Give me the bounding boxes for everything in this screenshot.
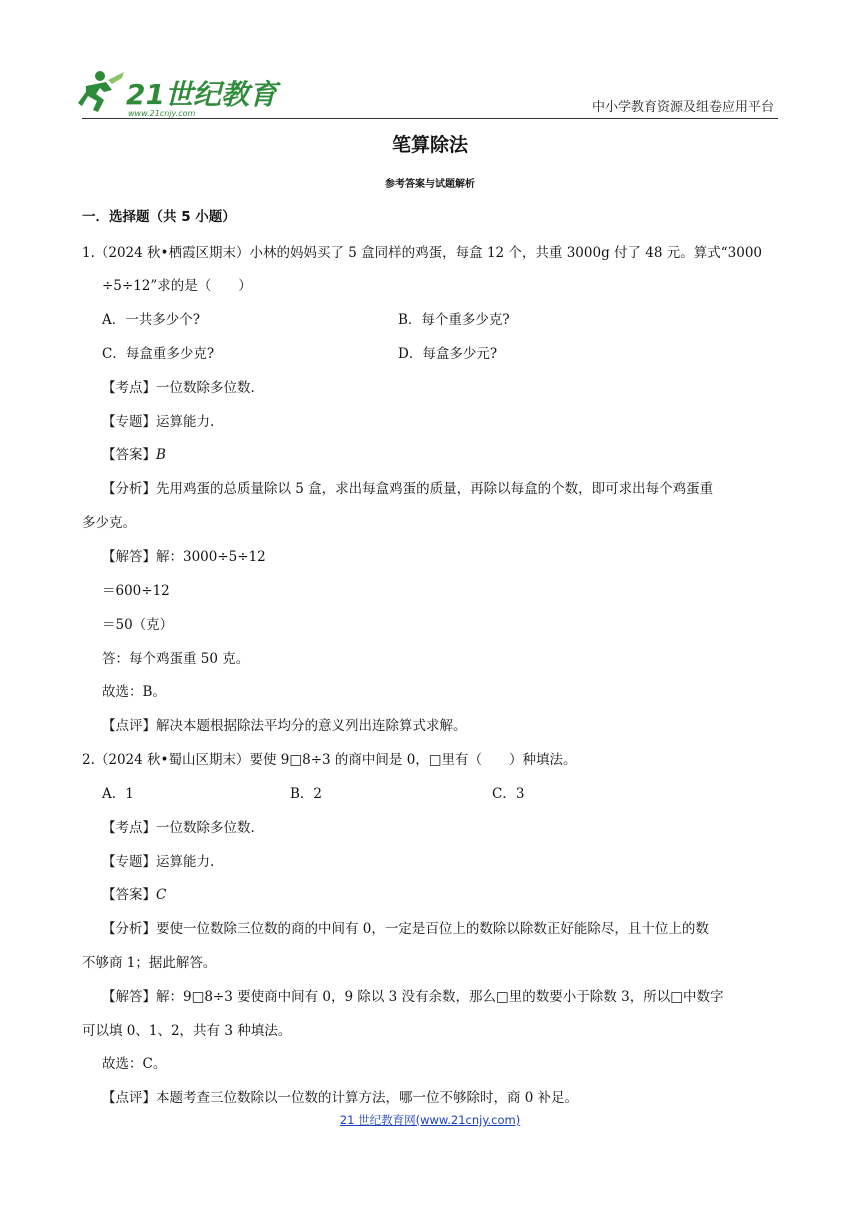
logo-text: 21世纪教育 bbox=[126, 78, 277, 111]
q1-answer bbox=[102, 443, 166, 463]
q2-stem: 2.（2024 秋•蜀山区期末）要使 9□8÷3 的商中间是 0，□里有（ ）种填法。 bbox=[82, 752, 577, 768]
q2-option-c: C．3 bbox=[492, 786, 525, 802]
page-title: 笔算除法 bbox=[391, 134, 468, 156]
q1-jieda-line2: ＝600÷12 bbox=[102, 583, 170, 599]
runner-icon bbox=[78, 71, 124, 112]
q2-jieda-line2: 可以填 0、1、2，共有 3 种填法。 bbox=[82, 1023, 292, 1039]
q1-answer-label: 【答案】 bbox=[102, 447, 156, 463]
q1-stem-line1: 1.（2024 秋•栖霞区期末）小林的妈妈买了 5 盒同样的鸡蛋，每盒 12 个，共重 3000g 付了 48 元。算式“3000 bbox=[82, 245, 763, 261]
q1-option-a: A．一共多少个? bbox=[102, 312, 200, 328]
q2-kaodian: 【考点】一位数除多位数. bbox=[102, 820, 255, 836]
q2-answer-value: C bbox=[156, 887, 167, 903]
q2-guxuan: 故选：C。 bbox=[102, 1056, 167, 1072]
header-divider bbox=[82, 118, 778, 119]
q2-zhuanti: 【专题】运算能力. bbox=[102, 854, 215, 870]
q2-fenxi-line2: 不够商 1；据此解答。 bbox=[82, 955, 217, 971]
q1-option-d: D．每盒多少元? bbox=[398, 346, 498, 362]
q1-stem-line2: ÷5÷12”求的是（ ） bbox=[102, 278, 252, 294]
q1-jieda-line1: 【解答】解：3000÷5÷12 bbox=[102, 549, 266, 565]
q1-fenxi-line2: 多少克。 bbox=[82, 515, 136, 531]
footer-link[interactable]: 21 世纪教育网(www.21cnjy.com) bbox=[339, 1113, 521, 1127]
q1-jieda-line4: 答：每个鸡蛋重 50 克。 bbox=[102, 651, 250, 667]
logo-url: www.21cnjy.com bbox=[128, 109, 196, 118]
platform-slogan: 中小学教育资源及组卷应用平台 bbox=[591, 100, 774, 115]
q2-option-a: A．1 bbox=[102, 786, 134, 802]
q2-dianping: 【点评】本题考查三位数除以一位数的计算方法，哪一位不够除时，商 0 补足。 bbox=[102, 1090, 579, 1106]
q1-zhuanti: 【专题】运算能力. bbox=[102, 414, 215, 430]
q2-jieda-line1: 【解答】解：9□8÷3 要使商中间有 0，9 除以 3 没有余数，那么□里的数要小于除数 3，所以□中数字 bbox=[102, 989, 724, 1005]
q1-kaodian: 【考点】一位数除多位数. bbox=[102, 380, 255, 396]
section-heading: 一．选择题（共 5 小题） bbox=[82, 209, 236, 225]
page-subtitle: 参考答案与试题解析 bbox=[385, 179, 475, 190]
q2-option-b: B．2 bbox=[290, 786, 323, 802]
q1-option-c: C．每盒重多少克? bbox=[102, 346, 215, 362]
logo-21cnjy bbox=[78, 68, 277, 120]
q2-answer-label: 【答案】 bbox=[102, 887, 156, 903]
q2-answer bbox=[102, 883, 166, 903]
q1-option-b: B．每个重多少克? bbox=[398, 312, 510, 328]
q1-guxuan: 故选：B。 bbox=[102, 684, 166, 700]
q1-answer-value: B bbox=[156, 447, 166, 463]
q1-fenxi-line1: 【分析】先用鸡蛋的总质量除以 5 盒，求出每盒鸡蛋的质量，再除以每盒的个数，即可求出每个鸡蛋重 bbox=[102, 481, 714, 497]
q1-dianping: 【点评】解决本题根据除法平均分的意义列出连除算式求解。 bbox=[102, 718, 467, 734]
q2-fenxi-line1: 【分析】要使一位数除三位数的商的中间有 0，一定是百位上的数除以除数正好能除尽，且十位上的数 bbox=[102, 921, 709, 937]
q1-jieda-line3: ＝50（克） bbox=[102, 617, 174, 633]
